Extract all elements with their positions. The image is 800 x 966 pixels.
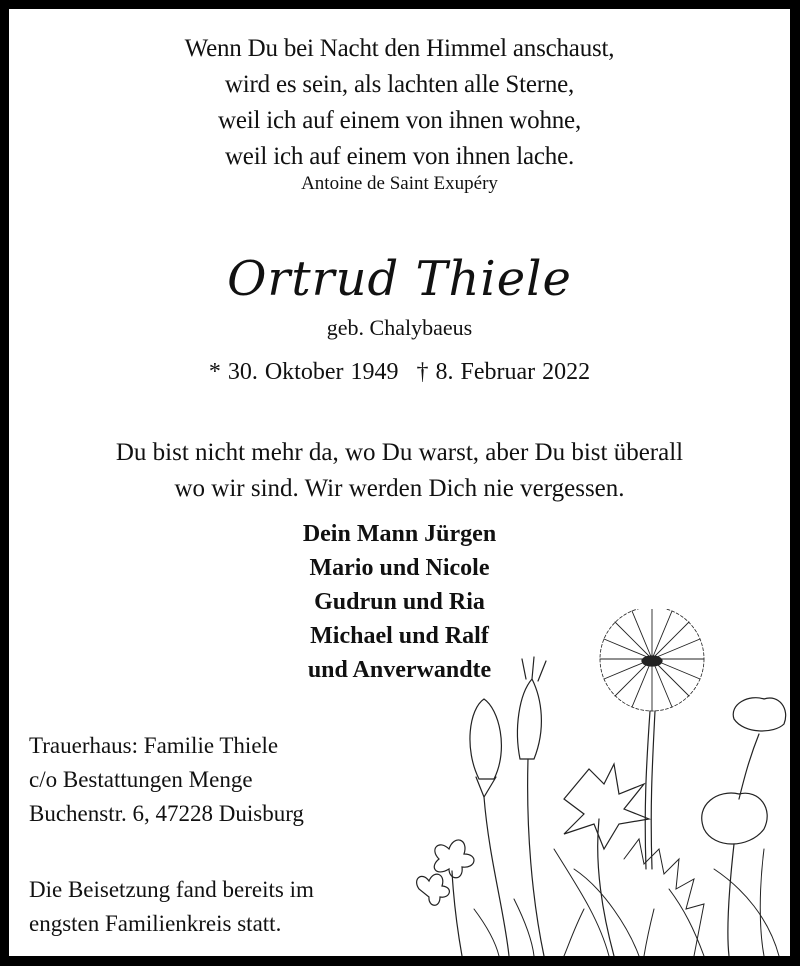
- mourner: Gudrun und Ria: [314, 589, 485, 615]
- poppy-flower-icon: [702, 698, 786, 956]
- quote-line: weil ich auf einem von ihnen wohne,: [217, 107, 582, 134]
- daisy-flower-icon: [564, 764, 649, 956]
- quote-line: Wenn Du bei Nacht den Himmel anschaust,: [184, 35, 615, 62]
- quote-line: wird es sein, als lachten alle Sterne,: [224, 71, 575, 98]
- birth-name: geb. Chalybaeus: [326, 315, 473, 340]
- mourning-house-address: [29, 729, 304, 831]
- obituary-card: [9, 9, 790, 956]
- dandelion-flowers-illustration: [414, 609, 790, 956]
- deceased-name: Ortrud Thiele: [227, 251, 572, 307]
- burial-line: Die Beisetzung fand bereits im: [29, 877, 314, 902]
- address-line: Buchenstr. 6, 47228 Duisburg: [29, 801, 304, 826]
- mourner: Michael und Ralf: [310, 623, 489, 649]
- life-dates: [9, 359, 790, 386]
- mourner: Mario und Nicole: [309, 555, 490, 581]
- death-date: † 8. Februar 2022: [416, 359, 591, 385]
- mourner: Dein Mann Jürgen: [302, 521, 497, 547]
- memorial-line: wo wir sind. Wir werden Dich nie vergessen.: [174, 475, 625, 502]
- memorial-line: Du bist nicht mehr da, wo Du warst, aber Du bist überall: [115, 439, 684, 466]
- birth-date: * 30. Oktober 1949: [208, 359, 399, 385]
- flower-bud-icon: [470, 657, 546, 956]
- burial-note: [29, 873, 314, 941]
- quote-line: weil ich auf einem von ihnen lache.: [224, 143, 575, 170]
- small-blossom-icon: [417, 840, 474, 956]
- address-line: c/o Bestattungen Menge: [29, 767, 253, 792]
- poem-quote: [9, 31, 790, 175]
- mourner: und Anverwandte: [307, 657, 492, 683]
- quote-author: Antoine de Saint Exupéry: [301, 173, 498, 194]
- address-line: Trauerhaus: Familie Thiele: [29, 733, 279, 758]
- burial-line: engsten Familienkreis statt.: [29, 911, 282, 936]
- memorial-text: [9, 435, 790, 507]
